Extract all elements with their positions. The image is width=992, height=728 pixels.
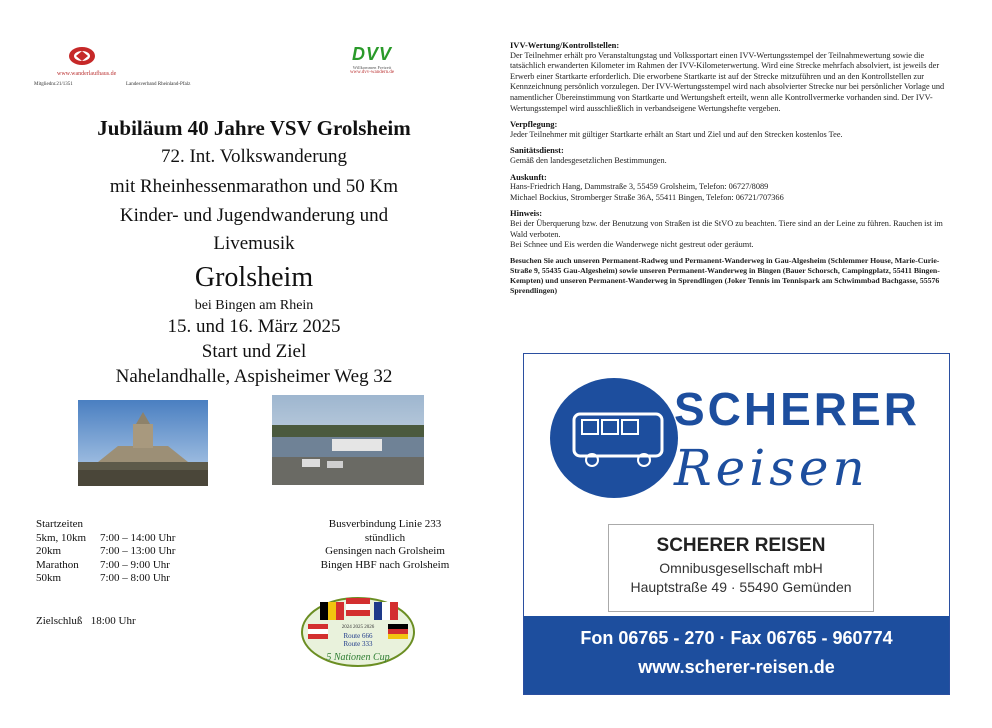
ad-address: Hauptstraße 49 · 55490 Gemünden [630, 579, 852, 595]
event-dates: 15. und 16. März 2025 [167, 316, 341, 337]
ad-address-box [608, 524, 874, 612]
bus-line-3: Gensingen nach Grolsheim [325, 545, 445, 557]
event-near: bei Bingen am Rhein [194, 298, 314, 313]
auskunft-line-1: Hans-Friedrich Hang, Dammstraße 3, 55459 Grolsheim, Telefon: 06727/8089 [510, 182, 769, 192]
permanent-text: Besuchen Sie auch unseren Permanent-Radweg und Permanent-Wanderweg in Gau-Algesheim (Schlemmer House, Marie-Curie-Straße 9, 55435 Gau-Algesheim) sowie unseren Permanent-Wanderweg in Bingen (Bauer Schorsch, Campingplatz, 55411 Bingen-Kempten) und unseren Permanent-Wanderweg in Sprendlingen (Joker Tennis im Tennispark am Schwimmbad Bachgasse, 55576 Sprendlingen) [510, 255, 940, 296]
start-times-heading: Startzeiten [36, 518, 84, 530]
auskunft-heading: Auskunft: [510, 171, 547, 182]
start-time-label: Marathon [36, 558, 79, 571]
dvv-logo [332, 44, 412, 75]
five-nations-cup-logo [298, 590, 418, 670]
dvv-logo-text: DVV [351, 44, 392, 64]
club-seal-icon [67, 46, 97, 66]
event-title: Jubiläum 40 Jahre VSV Grolsheim [97, 116, 411, 140]
event-line-4: Livemusik [213, 233, 295, 254]
start-time-value: 7:00 – 13:00 Uhr [100, 545, 176, 557]
bus-line-4: Bingen HBF nach Grolsheim [320, 558, 450, 571]
auskunft-line-2: Michael Bockius, Stromberger Straße 36A, 55411 Bingen, Telefon: 06721/707366 [510, 192, 784, 202]
zielschluss [36, 615, 136, 627]
member-number: Mitgliednr.21/1351 [34, 82, 73, 87]
ad-contact-band [524, 616, 949, 694]
start-time-label: 5km, 10km [36, 531, 87, 544]
sanitaet-heading: Sanitätsdienst: [510, 145, 564, 156]
start-time-label: 20km [36, 545, 62, 557]
verpflegung-heading: Verpflegung: [510, 119, 558, 130]
cup-route-2: Route 333 [343, 640, 373, 648]
event-line-3: Kinder- und Jugendwanderung und [119, 205, 389, 226]
zielschluss-label: Zielschluß [36, 615, 83, 627]
ad-phone: Fon 06765 - 270 · Fax 06765 - 960774 [580, 628, 893, 648]
cup-years: 2024 2025 2026 [341, 625, 375, 630]
ivv-heading: IVV-Wertung/Kontrollstellen: [510, 40, 620, 50]
monument-photo [78, 400, 208, 486]
dvv-url: www.dvv-wandern.de [349, 70, 395, 75]
hinweis-heading: Hinweis: [510, 208, 543, 219]
event-town: Grolsheim [194, 262, 314, 293]
start-time-value: 7:00 – 14:00 Uhr [100, 531, 176, 544]
event-line-2: mit Rheinhessenmarathon und 50 Km [109, 176, 399, 197]
ad-name: SCHERER REISEN [656, 535, 826, 556]
cup-name: 5 Nationen Cup [326, 652, 390, 663]
start-time-label: 50km [36, 572, 62, 584]
verband-name: Landesverband Rheinland-Pfalz [126, 82, 191, 87]
left-logo-url: www.wanderlaufhaus.de [57, 71, 117, 77]
cup-route-1: Route 666 [343, 632, 373, 640]
hinweis-text: Bei der Überquerung bzw. der Benutzung von Straßen ist die StVO zu beachten. Tiere sind an der Leine zu führen. Rauchen ist im Wald verboten. [510, 218, 943, 239]
scherer-reisen-ad [523, 353, 950, 695]
sanitaet-text: Gemäß den landesgesetzlichen Bestimmungen. [510, 155, 667, 165]
ad-brand: SCHERER [674, 383, 920, 435]
zielschluss-time: 18:00 Uhr [90, 615, 136, 627]
hinweis-text-2: Bei Schnee und Eis werden die Wanderwege nicht gestreut oder geräumt. [510, 240, 754, 250]
ivv-text: Der Teilnehmer erhält pro Veranstaltungstag und Volkssportart einen IVV-Wertungsstempel der Teilnahmewertung sowie die tatsächlich erwanderten Kilometer im Rahmen der IVV-Kilometerwertung. Wird eine Strecke mehrfach absolviert, ist jeweils der Erwerb einer Startkarte erforderlich. Die erworbene Startkarte ist auf der Strecke mitzuführen und an den Kontrollstellen zur Kennzeichnung persönlich vorzulegen. Der IVV-Wertungsstempel wird nach absolvierter Strecke nur bei persönlicher Vorlage und namentlicher Übereinstimmung von Startkarte und Wertungsheft erteilt, wenn alle Kontrollvermerke vorhanden sind. Der IVV-Wertungsstempel wird ausschließlich in verbandseigene Wertungshefte vergeben. [510, 50, 945, 113]
bus-line-2: stündlich [364, 531, 406, 544]
event-start-ziel: Start und Ziel [201, 341, 307, 362]
verpflegung-text: Jeder Teilnehmer mit gültiger Startkarte erhält an Start und Ziel und auf den Strecken kostenlos Tee. [510, 129, 843, 139]
wanderverband-logo [55, 46, 165, 77]
ad-script: Reisen [674, 439, 869, 497]
bus-emblem-icon [544, 366, 694, 516]
bus-line-1: Busverbindung Linie 233 [328, 518, 442, 530]
start-time-value: 7:00 – 9:00 Uhr [100, 558, 170, 571]
rhine-ferry-photo [272, 395, 424, 485]
ad-company: Omnibusgesellschaft mbH [659, 560, 823, 576]
info-column [510, 40, 956, 302]
event-line-1: 72. Int. Volkswanderung [160, 146, 348, 167]
start-time-value: 7:00 – 8:00 Uhr [100, 572, 170, 584]
dvv-tagline: Willkommen Freizeit [352, 65, 392, 70]
ad-website[interactable]: www.scherer-reisen.de [638, 657, 835, 677]
bus-connection [290, 518, 480, 572]
event-venue: Nahelandhalle, Aspisheimer Weg 32 [115, 366, 393, 387]
